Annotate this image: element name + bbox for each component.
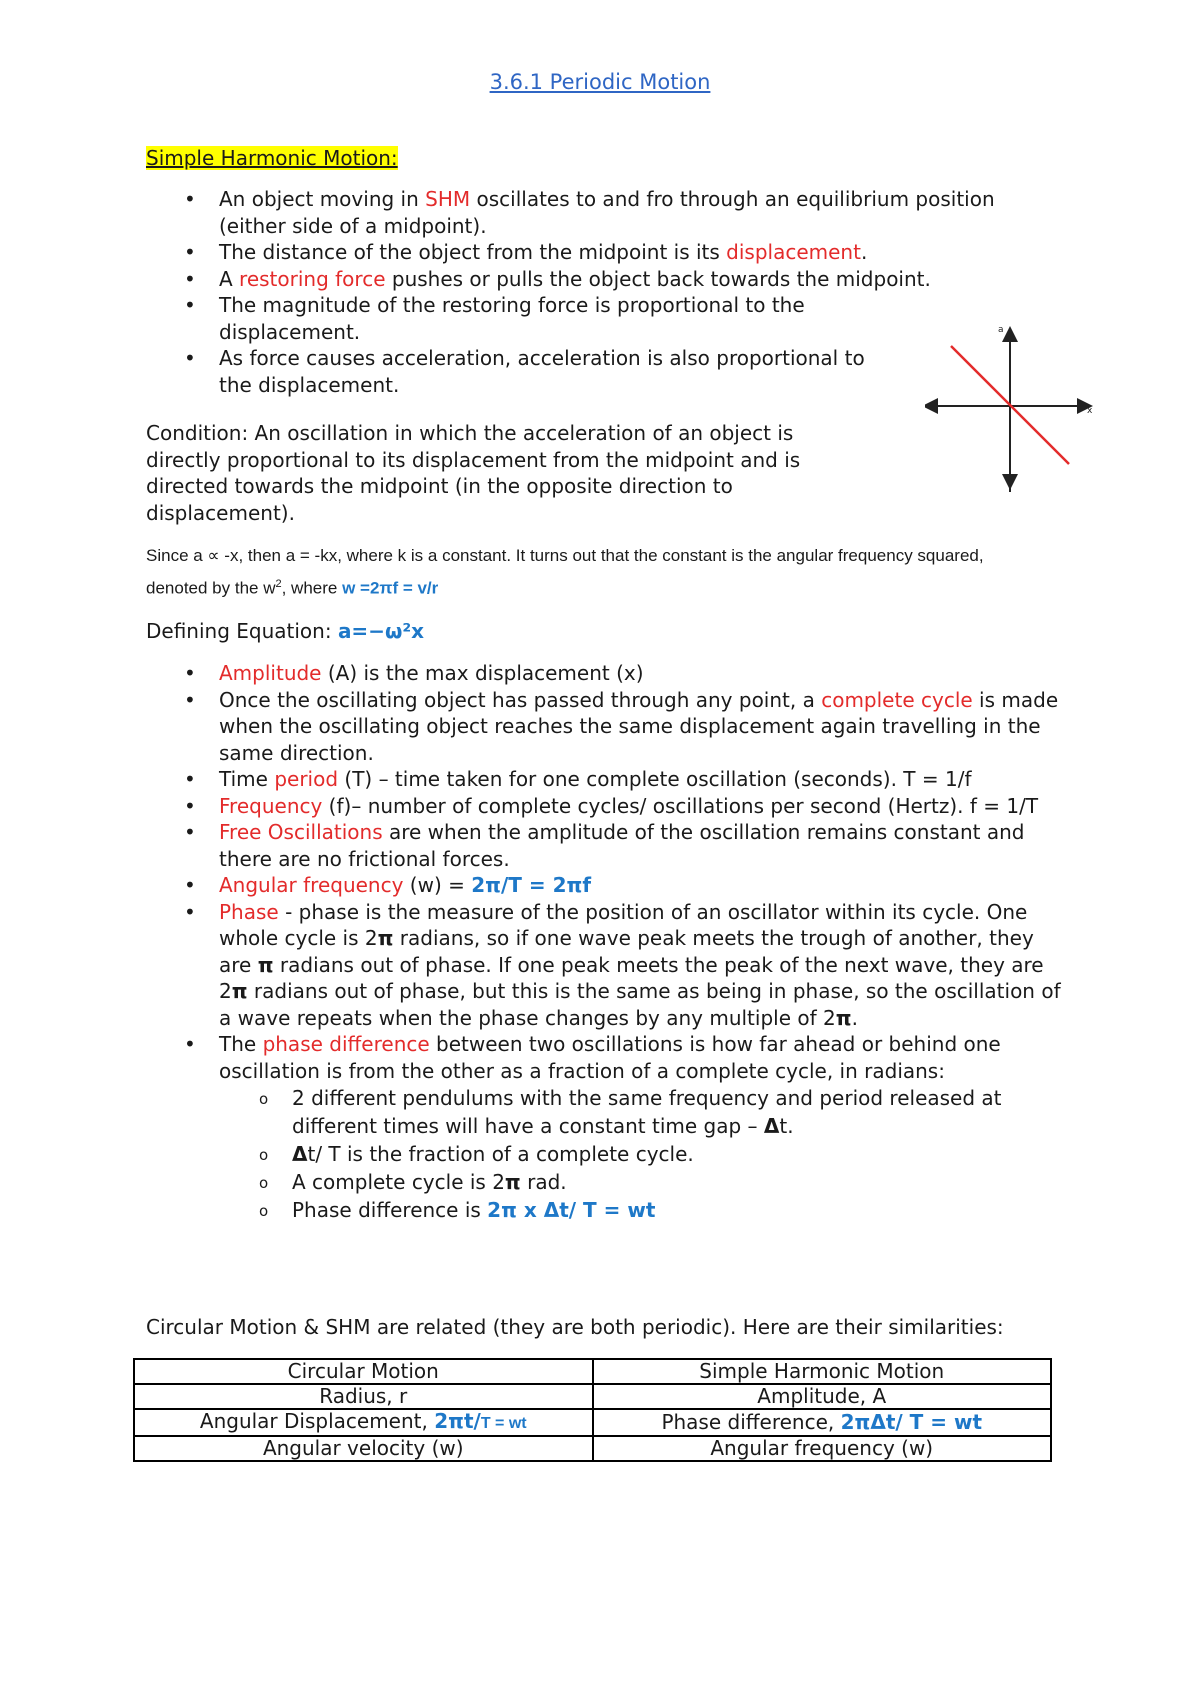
- list-item: • Angular frequency (w) = 2π/T = 2πf: [146, 872, 1066, 899]
- table-cell: Radius, r: [134, 1384, 593, 1409]
- section-heading-text: Simple Harmonic Motion:: [146, 146, 398, 170]
- table-cell: Angular velocity (w): [134, 1436, 593, 1461]
- sub-list-item: o Phase difference is 2π x Δt/ T = wt: [219, 1196, 1066, 1224]
- section-heading: [146, 146, 398, 170]
- sub-list-item: o 2 different pendulums with the same frequency and period released at different times will have a constant time gap – Δt.: [219, 1084, 1066, 1140]
- table-row: [134, 1384, 1051, 1409]
- sub-list-item: o Δt/ T is the fraction of a complete cycle.: [219, 1140, 1066, 1168]
- list-item: • Frequency (f)– number of complete cycles/ oscillations per second (Hertz). f = 1/T: [146, 793, 1066, 820]
- condition-paragraph: Condition: An oscillation in which the acceleration of an object is directly proportional to its displacement from the midpoint and is directed towards the midpoint (in the opposite direction to displacement).: [146, 421, 801, 525]
- table-row: [134, 1409, 1051, 1436]
- list-item: • Amplitude (A) is the max displacement (x): [146, 660, 1066, 687]
- list-item: • Phase - phase is the measure of the position of an oscillator within its cycle. One whole cycle is 2π radians, so if one wave peak meets the trough of another, they are π radians out of phase. If one peak meets the peak of the next wave, they are 2π radians out of phase, but this is the same as being in phase, so the oscillation of a wave repeats when the phase changes by any multiple of 2π.: [146, 899, 1066, 1032]
- list-item: • A restoring force pushes or pulls the object back towards the midpoint.: [146, 266, 1066, 293]
- definition-bullet-list: [146, 660, 1066, 1224]
- defining-equation: Defining Equation: a=−ω²x: [146, 619, 424, 643]
- list-item: • Time period (T) – time taken for one complete oscillation (seconds). T = 1/f: [146, 766, 1066, 793]
- table-cell: Simple Harmonic Motion: [593, 1359, 1052, 1384]
- list-item: • The magnitude of the restoring force is proportional to the displacement.: [146, 292, 815, 345]
- comparison-table: [133, 1358, 1052, 1462]
- table-cell: Phase difference, 2πΔt/ T = wt: [593, 1409, 1052, 1436]
- table-cell: Angular frequency (w): [593, 1436, 1052, 1461]
- y-axis-label: a: [998, 325, 1004, 335]
- since-paragraph: Since a ∝ -x, then a = -kx, where k is a constant. It turns out that the constant is the angular frequency squared, denoted by the $w^2$, where w =2πf = v/r: [146, 546, 984, 598]
- sub-list-item: o A complete cycle is 2π rad.: [219, 1168, 1066, 1196]
- circular-motion-intro: Circular Motion & SHM are related (they are both periodic). Here are their similarities:: [146, 1315, 1004, 1339]
- acceleration-displacement-graph: [925, 322, 1095, 492]
- defining-equation-formula: a=−ω²x: [337, 619, 424, 643]
- table-cell: Angular Displacement, 2πt/T = wt: [134, 1409, 593, 1436]
- list-item: • Once the oscillating object has passed through any point, a complete cycle is made when the oscillating object reaches the same displacement again travelling in the same direction.: [146, 687, 1066, 767]
- list-item: • As force causes acceleration, acceleration is also proportional to the displacement.: [146, 345, 879, 398]
- list-item: • Free Oscillations are when the amplitude of the oscillation remains constant and there are no frictional forces.: [146, 819, 1066, 872]
- page-title: 3.6.1 Periodic Motion: [489, 70, 711, 94]
- phase-difference-sublist: [219, 1084, 1066, 1224]
- table-cell: Circular Motion: [134, 1359, 593, 1384]
- x-axis-label: x: [1087, 406, 1093, 416]
- list-item: • An object moving in SHM oscillates to and fro through an equilibrium position (either side of a midpoint).: [146, 186, 1066, 239]
- table-row: [134, 1436, 1051, 1461]
- list-item: • The distance of the object from the midpoint is its displacement.: [146, 239, 1066, 266]
- list-item: • The phase difference between two oscillations is how far ahead or behind one oscillation is from the other as a fraction of a complete cycle, in radians: o 2 different pendulums with the same frequency and period released at different times will have a constant time gap – Δt. o Δt/ T is the fraction of a complete cycle. o A complete cycle is 2π rad. o Phase difference is 2π x Δt/ T = wt: [146, 1031, 1066, 1224]
- table-header-row: [134, 1359, 1051, 1384]
- table-cell: Amplitude, A: [593, 1384, 1052, 1409]
